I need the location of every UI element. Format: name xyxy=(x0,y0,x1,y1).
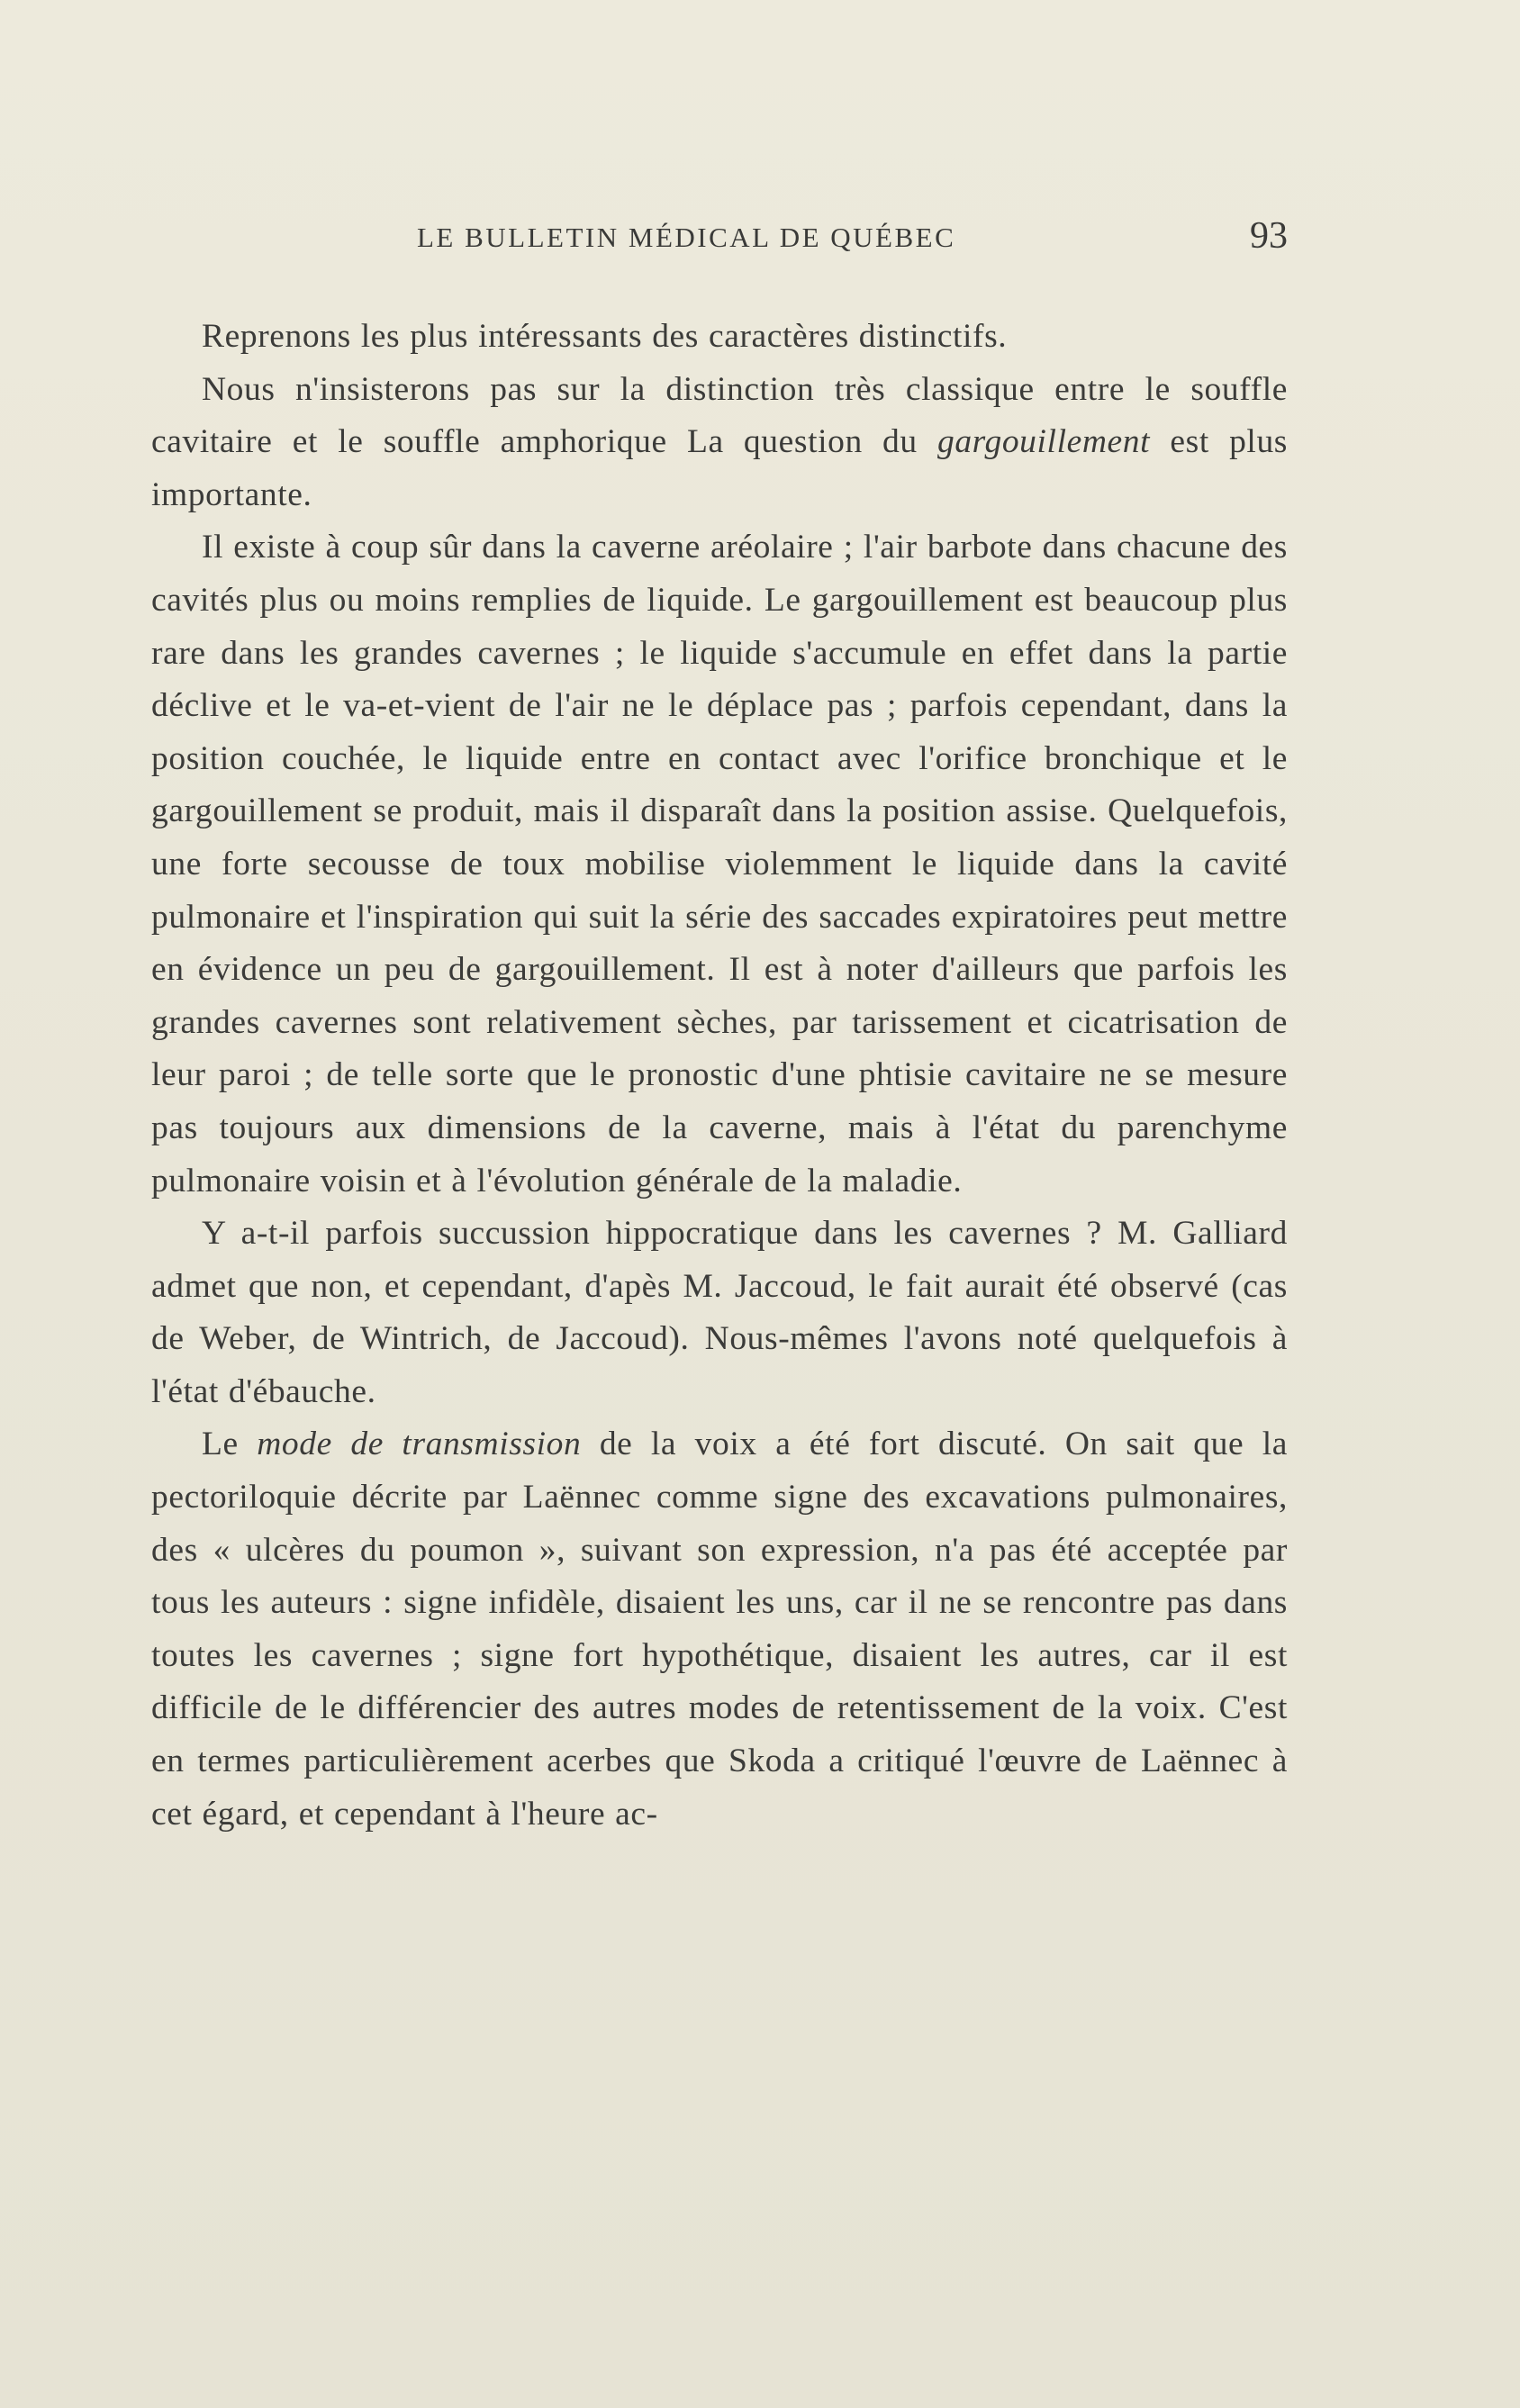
paragraph-1: Reprenons les plus intéressants des caractères distinctifs. xyxy=(202,318,1008,355)
paragraph-5-text-after: de la voix a été fort discuté. On sait que la pectoriloquie décrite par Laënnec comme signe des excavations pulmonaires, des « ulcères du poumon », suivant son expression, n'a pas été acceptée par tous les auteurs : signe infidèle, disaient les uns, car il ne se rencontre pas dans toutes les cavernes ; signe fort hypothétique, disaient les autres, car il est difficile de le différencier des autres modes de retentissement de la voix. C'est en termes particulièrement acerbes que Skoda a critiqué l'œuvre de Laënnec à cet égard, et cependant à l'heure ac- xyxy=(151,1426,1288,1833)
page-number: 93 xyxy=(1250,215,1288,257)
paragraph-5-text-before: Le xyxy=(202,1426,258,1463)
paragraph-2-text-after: est plus importante. xyxy=(151,423,1288,513)
paragraph-2-italic-term: gargouillement xyxy=(936,423,1151,461)
paragraph-3: Il existe à coup sûr dans la caverne aréolaire ; l'air barbote dans chacune des cavités plus ou moins remplies de liquide. Le gargouillement est beaucoup plus rare dans les grandes cavernes ; le liquide s'accumule en effet dans la partie déclive et le va-et-vient de l'air ne le déplace pas ; parfois cependant, dans la position couchée, le liquide entre en contact avec l'orifice bronchique et le gargouillement se produit, mais il disparaît dans la position assise. Quelquefois, une forte secousse de toux mobilise violemment le liquide dans la cavité pulmonaire et l'inspiration qui suit la série des saccades expiratoires peut mettre en évidence un peu de gargouillement. Il est à noter d'ailleurs que parfois les grandes cavernes sont relativement sèches, par tarissement et cicatrisation de leur paroi ; de telle sorte que le pronostic d'une phtisie cavitaire ne se mesure pas toujours aux dimensions de la caverne, mais à l'état du parenchyme pulmonaire voisin et à l'évolution générale de la maladie. xyxy=(151,529,1288,1199)
paragraph-2-text-before: Nous n'insisterons pas sur la distinction très classique entre le souffle cavitaire et le souffle amphorique La question du xyxy=(151,370,1288,461)
page-header xyxy=(151,214,1288,268)
paragraph-5-italic-term: mode de transmission xyxy=(257,1426,582,1463)
paragraph-5 xyxy=(151,1418,1288,1841)
body-text xyxy=(151,311,1288,1841)
paragraph-2 xyxy=(151,364,1288,522)
paragraph-4: Y a-t-il parfois succussion hippocratique dans les cavernes ? M. Galliard admet que non, et cependant, d'apès M. Jaccoud, le fait aurait été observé (cas de Weber, de Wintrich, de Jaccoud). Nous-mêmes l'avons noté quelquefois à l'état d'ébauche. xyxy=(151,1215,1288,1410)
running-title: LE BULLETIN MÉDICAL DE QUÉBEC xyxy=(417,222,956,253)
